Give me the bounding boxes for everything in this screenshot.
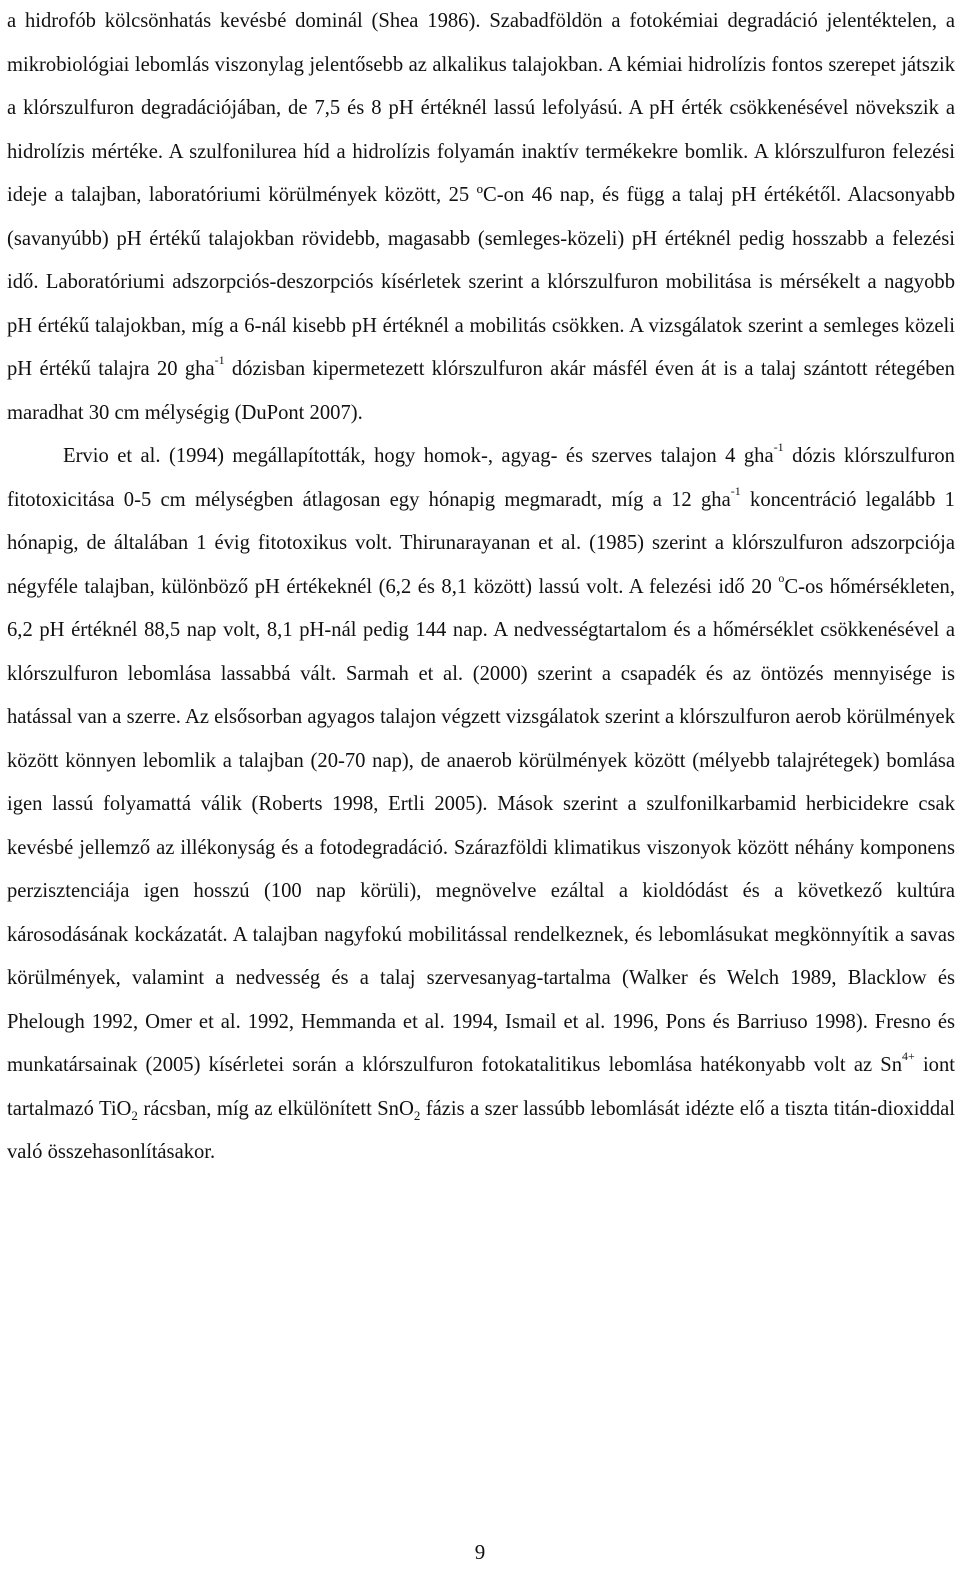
subscript: 2 bbox=[413, 1107, 421, 1123]
text-run: koncentráció legalább 1 hónapig, de általában 1 évig fitotoxikus volt. Thirunarayanan et al. (1985) szerint a klórszulfuron adszorpciója négyféle talajban, különböző pH értékeknél (6,2 és 8,1 között) lassú volt. A felezési idő 20 bbox=[7, 488, 955, 598]
text-run: Ervio et al. (1994) megállapították, hogy homok-, agyag- és szerves talajon 4 gha bbox=[63, 445, 774, 467]
superscript: 4+ bbox=[902, 1049, 915, 1064]
text-run: dózis klórszulfuron fitotoxicitása 0-5 cm mélységben átlagosan egy hónapig megmaradt, míg a 12 gha bbox=[7, 445, 955, 511]
superscript: -1 bbox=[773, 440, 784, 455]
text-run: dózisban kipermetezett klórszulfuron akár másfél éven át is a talaj szántott rétegében maradhat 30 cm mélységig (DuPont 2007). bbox=[7, 358, 955, 424]
text-run: rácsban, míg az elkülönített SnO bbox=[137, 1097, 414, 1120]
text-run: fázis a szer lassúbb lebomlását idézte elő a tiszta titán-dioxiddal való összehasonlításakor. bbox=[7, 1097, 955, 1163]
subscript: 2 bbox=[131, 1107, 138, 1123]
text-run: a hidrofób kölcsönhatás kevésbé dominál (Shea 1986). Szabadföldön a fotokémiai degradáció jelentéktelen, a mikrobiológiai lebomlás viszonylag jelentősebb az alkalikus talajokban. A kémiai hidrolízis fontos szerepet játszik a klórszulfuron degradációjában, de 7,5 és 8 pH értéknél lassú lefolyású. A pH érték csökkenésével növekszik a hidrolízis mértéke. A szulfonilurea híd a hidrolízis folyamán inaktív termékekre bomlik. A klórszulfuron felezési ideje a talajban, laboratóriumi körülmények között, 25 ºC-on 46 nap, és függ a talaj pH értékétől. Alacsonyabb (savanyúbb) pH értékű talajokban rövidebb, magasabb (semleges-közeli) pH értéknél pedig hosszabb a felezési idő. Laboratóriumi adszorpciós-deszorpciós kísérletek szerint a klórszulfuron mobilitása is mérsékelt a nagyobb pH értékű talajokban, míg a 6-nál kisebb pH értéknél a mobilitás csökken. A vizsgálatok szerint a semleges közeli pH értékű talajra 20 gha bbox=[7, 10, 955, 380]
text-run: iont tartalmazó TiO bbox=[7, 1054, 955, 1120]
superscript: -1 bbox=[214, 353, 225, 368]
superscript: o bbox=[778, 570, 785, 585]
paragraph-2 bbox=[7, 435, 955, 1175]
page-number: 9 bbox=[474, 1540, 486, 1564]
paragraph-1 bbox=[7, 0, 955, 435]
text-run: C-os hőmérsékleten, 6,2 pH értéknél 88,5 nap volt, 8,1 pH-nál pedig 144 nap. A nedvességtartalom és a hőmérséklet csökkenésével a klórszulfuron lebomlása lassabbá vált. Sarmah et al. (2000) szerint a csapadék és az öntözés mennyisége is hatással van a szerre. Az elsősorban agyagos talajon végzett vizsgálatok szerint a klórszulfuron aerob körülmények között könnyen lebomlik a talajban (20-70 nap), de anaerob körülmények között (mélyebb talajrétegek) bomlása igen lassú folyamattá válik (Roberts 1998, Ertli 2005). Mások szerint a szulfonilkarbamid herbicidekre csak kevésbé jellemző az illékonyság és a fotodegradáció. Szárazföldi klimatikus viszonyok között néhány komponens perzisztenciája igen hosszú (100 nap körüli), megnövelve ezáltal a kioldódást és a következő kultúra károsodásának kockázatát. A talajban nagyfokú mobilitással rendelkeznek, és lebomlásukat megkönnyítik a savas körülmények, valamint a nedvesség és a talaj szervesanyag-tartalma (Walker és Welch 1989, Blacklow és Phelough 1992, Omer et al. 1992, Hemmanda et al. 1994, Ismail et al. 1996, Pons és Barriuso 1998). Fresno és munkatársainak (2005) kísérletei során a klórszulfuron fotokatalitikus lebomlása hatékonyabb volt az Sn bbox=[7, 575, 955, 1076]
document-page bbox=[7, 0, 955, 1175]
superscript: -1 bbox=[730, 483, 741, 498]
